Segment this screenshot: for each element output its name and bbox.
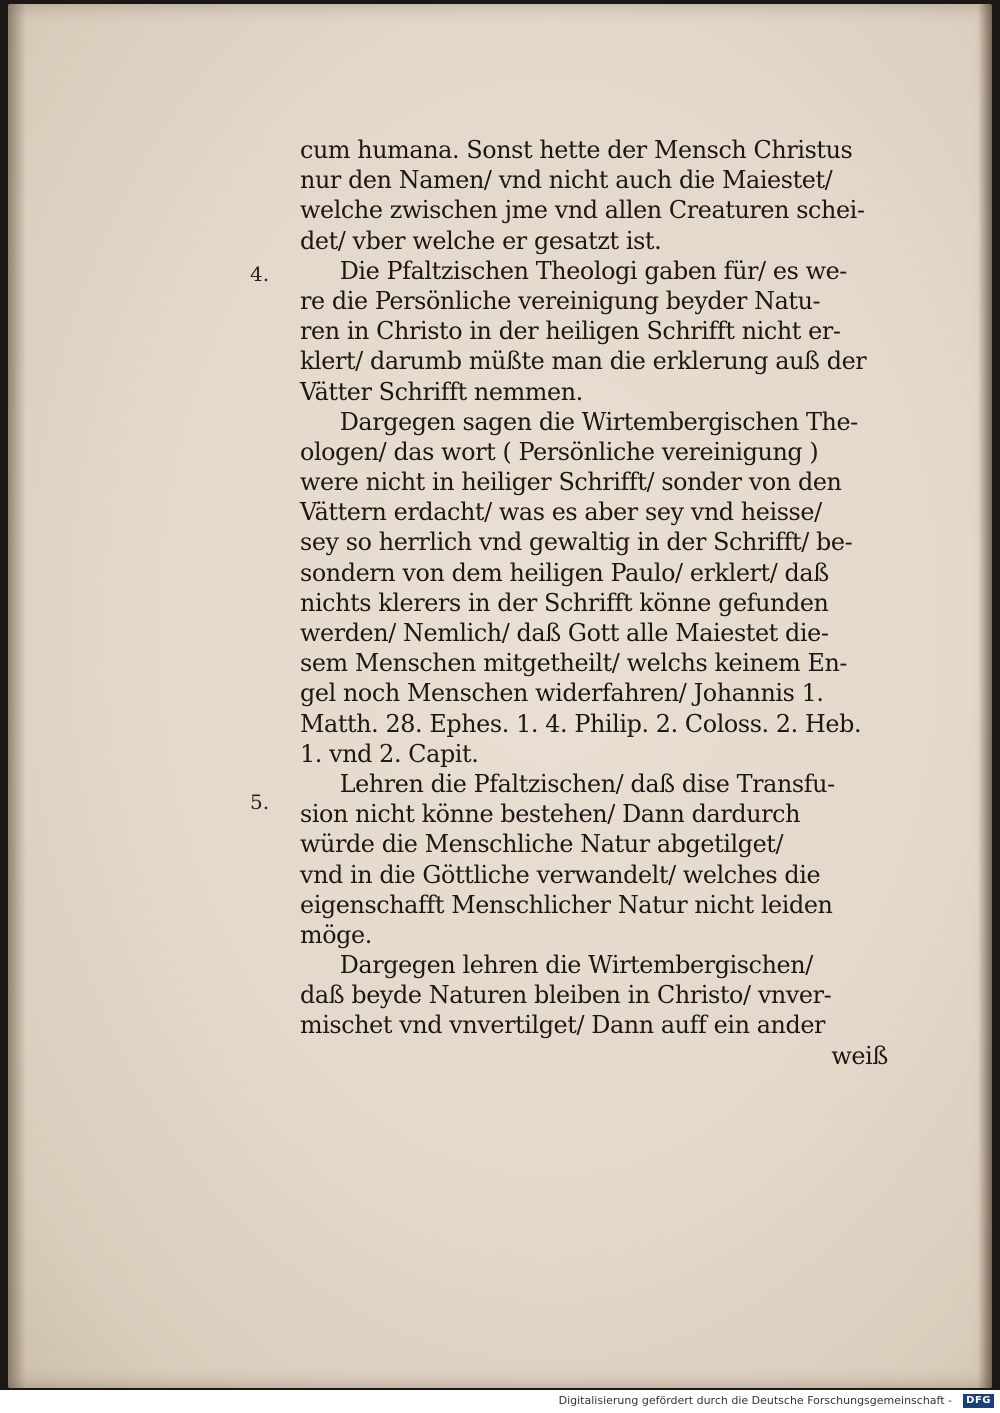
text-line: würde die Menschliche Natur abgetilget/ [300,830,784,859]
page-edge-shadow [978,4,992,1388]
text-line: vnd in die Göttliche verwandelt/ welches die [300,860,821,889]
text-line: sey so herrlich vnd gewaltig in der Schrifft/ be- [300,528,853,557]
text-line: Dargegen sagen die Wirtembergischen The- [339,407,858,436]
funding-credit: Digitalisierung gefördert durch die Deutsche Forschungsgemeinschaft - [558,1394,952,1407]
text-line: 1. vnd 2. Capit. [300,739,479,768]
text-line: nur den Namen/ vnd nicht auch die Maiestet/ [300,166,833,195]
text-line: daß beyde Naturen bleiben in Christo/ vnver- [300,981,832,1010]
text-line: Vättern erdacht/ was es aber sey vnd heisse/ [300,498,822,527]
catchword: weiß [831,1041,888,1070]
text-line: gel noch Menschen widerfahren/ Johannis 1. [300,679,824,708]
marginal-number-4: 4. [250,262,270,286]
text-line: Matth. 28. Ephes. 1. 4. Philip. 2. Coloss. 2. Heb. [300,709,862,738]
text-line: eigenschafft Menschlicher Natur nicht leiden [300,890,833,919]
text-line: Die Pfaltzischen Theologi gaben für/ es we- [339,256,847,285]
text-line: re die Persönliche vereinigung beyder Natu- [300,286,821,315]
page-gutter-shadow [8,4,26,1388]
text-line: mischet vnd vnvertilget/ Dann auff ein ander [300,1011,826,1040]
dfg-logo: DFG [963,1394,994,1408]
text-line: ren in Christo in der heiligen Schrifft nicht er- [300,317,841,346]
text-line: sion nicht könne bestehen/ Dann dardurch [300,800,801,829]
footer-bar [0,1390,1000,1413]
text-line: welche zwischen jme vnd allen Creaturen schei- [300,196,865,225]
text-line: klert/ darumb müßte man die erklerung auß der [300,347,867,376]
marginal-number-5: 5. [250,790,270,814]
text-line: cum humana. Sonst hette der Mensch Christus [300,136,853,164]
text-line: Vätter Schrifft nemmen. [300,377,583,406]
text-line: sondern von dem heiligen Paulo/ erklert/ daß [300,558,829,587]
text-line: det/ vber welche er gesatzt ist. [300,226,662,255]
text-line: werden/ Nemlich/ daß Gott alle Maiestet die- [300,619,829,647]
text-line: were nicht in heiliger Schrifft/ sonder von den [300,468,842,497]
text-line: sem Menschen mitgetheilt/ welchs keinem En- [300,649,848,678]
text-line: ologen/ das wort ( Persönliche vereinigung ) [300,437,819,466]
text-line: möge. [300,920,372,949]
text-line: Dargegen lehren die Wirtembergischen/ [339,951,813,980]
text-line: nichts klerers in der Schrifft könne gefunden [300,588,829,617]
page-text-block [300,135,900,1071]
text-line: Lehren die Pfaltzischen/ daß dise Transfu- [339,769,835,798]
